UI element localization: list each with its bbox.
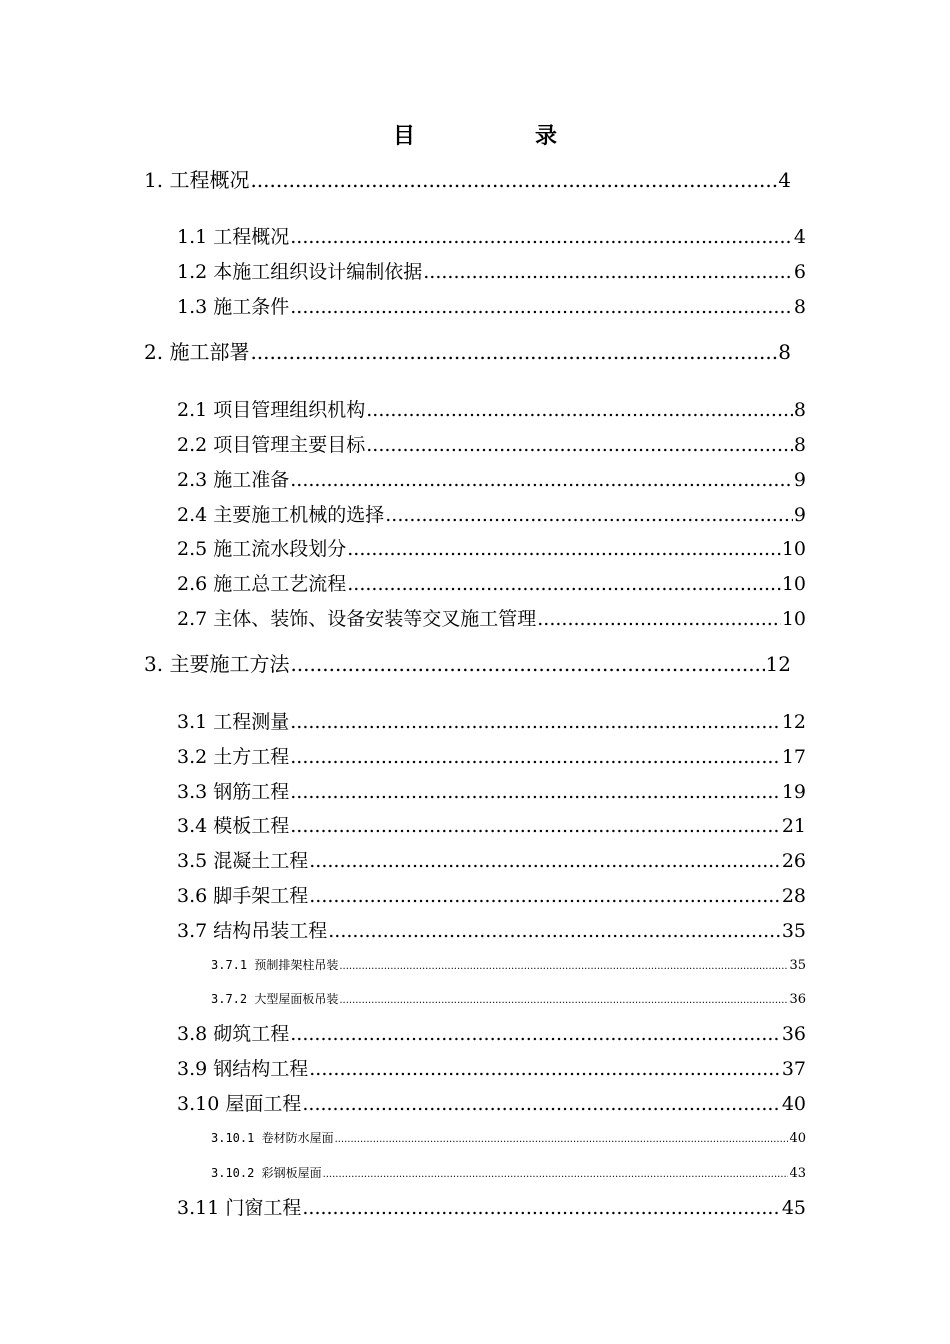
toc-entry-label: 3.9 钢结构工程 (177, 1058, 309, 1080)
toc-entry-page-number: 36 (789, 992, 806, 1007)
toc-entry[interactable] (177, 849, 806, 873)
toc-entry-page-number: 12 (765, 652, 791, 676)
toc-dot-leader (328, 919, 781, 943)
toc-title-left: 目 (392, 123, 415, 149)
toc-entry-label: 3.5 混凝土工程 (177, 850, 309, 872)
toc-entry-page-number: 6 (793, 261, 806, 283)
toc-entry-page-number: 12 (781, 711, 806, 733)
toc-entry-label: 3.11 门窗工程 (177, 1197, 302, 1219)
toc-entry[interactable] (144, 167, 791, 193)
toc-entry[interactable] (211, 1164, 806, 1184)
toc-entry[interactable] (177, 710, 806, 734)
toc-entry-label: 3.2 土方工程 (177, 746, 290, 768)
toc-entry[interactable] (177, 745, 806, 769)
toc-entry[interactable] (177, 260, 806, 284)
toc-dot-leader (290, 710, 781, 734)
toc-entry-page-number: 35 (789, 958, 806, 973)
toc-dot-leader (290, 468, 793, 492)
toc-dot-leader (323, 1166, 789, 1184)
toc-dot-leader (309, 1057, 781, 1081)
toc-dot-leader (537, 607, 781, 631)
toc-entry-page-number: 4 (793, 226, 806, 248)
toc-entry[interactable] (144, 651, 791, 677)
toc-entry[interactable] (177, 1196, 806, 1220)
toc-entry-label: 3.6 脚手架工程 (177, 885, 309, 907)
toc-entry[interactable] (211, 956, 806, 976)
toc-dot-leader (335, 1131, 789, 1149)
toc-entry-label: 2.4 主要施工机械的选择 (177, 504, 385, 526)
toc-entry-label: 1.3 施工条件 (177, 296, 290, 318)
toc-entry[interactable] (177, 814, 806, 838)
toc-entry-page-number: 40 (781, 1093, 806, 1115)
toc-entry-label: 3.1 工程测量 (177, 711, 290, 733)
toc-entry-label: 3.7.2 大型屋面板吊装 (211, 992, 339, 1006)
toc-entry-page-number: 8 (778, 340, 791, 364)
toc-entry[interactable] (177, 572, 806, 596)
toc-entry[interactable] (177, 919, 806, 943)
toc-entry-page-number: 19 (781, 781, 806, 803)
toc-entry-label: 3.10.1 卷材防水屋面 (211, 1131, 334, 1145)
toc-dot-leader (290, 225, 793, 249)
toc-entry-page-number: 37 (781, 1058, 806, 1080)
toc-entry-label: 2.3 施工准备 (177, 469, 290, 491)
toc-entry-label: 3.4 模板工程 (177, 815, 290, 837)
toc-dot-leader (290, 745, 781, 769)
toc-entry-page-number: 10 (781, 608, 806, 630)
toc-entry-label: 2.5 施工流水段划分 (177, 538, 347, 560)
toc-entry[interactable] (177, 1092, 806, 1116)
toc-entry[interactable] (144, 339, 791, 365)
toc-title (0, 122, 950, 150)
toc-entry[interactable] (177, 780, 806, 804)
toc-entry-label: 2.2 项目管理主要目标 (177, 434, 366, 456)
toc-entry-page-number: 45 (781, 1197, 806, 1219)
toc-entry-label: 3.10.2 彩钢板屋面 (211, 1166, 322, 1180)
toc-dot-leader (366, 433, 793, 457)
toc-entry-label: 3.7.1 预制排架柱吊装 (211, 958, 339, 972)
toc-entry[interactable] (177, 398, 806, 422)
toc-entry[interactable] (177, 503, 806, 527)
toc-entry-page-number: 4 (778, 168, 791, 192)
toc-entry-page-number: 8 (793, 296, 806, 318)
toc-dot-leader (309, 884, 781, 908)
toc-dot-leader (250, 339, 777, 365)
toc-entry-label: 1.2 本施工组织设计编制依据 (177, 261, 423, 283)
toc-entry-page-number: 43 (789, 1166, 806, 1181)
toc-dot-leader (290, 651, 764, 677)
toc-entry-label: 2.6 施工总工艺流程 (177, 573, 347, 595)
toc-entry-label: 3.8 砌筑工程 (177, 1023, 290, 1045)
toc-entry[interactable] (177, 433, 806, 457)
toc-dot-leader (290, 780, 781, 804)
toc-entry[interactable] (177, 607, 806, 631)
toc-dot-leader (309, 849, 781, 873)
toc-dot-leader (385, 503, 793, 527)
toc-entry-page-number: 9 (793, 469, 806, 491)
toc-dot-leader (339, 992, 788, 1010)
toc-entry-page-number: 8 (793, 399, 806, 421)
toc-dot-leader (290, 1022, 781, 1046)
toc-entry-page-number: 10 (781, 573, 806, 595)
toc-entry[interactable] (177, 295, 806, 319)
toc-entry-page-number: 8 (793, 434, 806, 456)
toc-dot-leader (290, 814, 781, 838)
toc-entry-label: 3.3 钢筋工程 (177, 781, 290, 803)
toc-entry[interactable] (177, 225, 806, 249)
toc-entry-page-number: 35 (781, 920, 806, 942)
toc-entry-label: 3.10 屋面工程 (177, 1093, 302, 1115)
toc-entry-page-number: 40 (789, 1131, 806, 1146)
toc-entry-page-number: 36 (781, 1023, 806, 1045)
toc-entry-page-number: 21 (781, 815, 806, 837)
toc-entry-page-number: 9 (793, 504, 806, 526)
toc-entry-page-number: 26 (781, 850, 806, 872)
toc-entry-label: 1. 工程概况 (144, 168, 250, 192)
toc-entry-label: 2.7 主体、装饰、设备安装等交叉施工管理 (177, 608, 537, 630)
toc-dot-leader (339, 958, 788, 976)
toc-entry-page-number: 28 (781, 885, 806, 907)
toc-entry-page-number: 17 (781, 746, 806, 768)
toc-entry[interactable] (177, 1057, 806, 1081)
toc-entry[interactable] (177, 468, 806, 492)
toc-entry[interactable] (211, 990, 806, 1010)
toc-dot-leader (347, 537, 781, 561)
toc-entry[interactable] (177, 537, 806, 561)
toc-dot-leader (366, 398, 793, 422)
toc-title-right: 录 (535, 123, 558, 149)
toc-entry-label: 3. 主要施工方法 (144, 652, 290, 676)
toc-entry-page-number: 10 (781, 538, 806, 560)
toc-entry[interactable] (177, 1022, 806, 1046)
toc-dot-leader (250, 167, 777, 193)
toc-entry-label: 1.1 工程概况 (177, 226, 290, 248)
toc-entry-label: 2. 施工部署 (144, 340, 250, 364)
toc-entry-label: 3.7 结构吊装工程 (177, 920, 328, 942)
toc-entry-label: 2.1 项目管理组织机构 (177, 399, 366, 421)
toc-dot-leader (423, 260, 793, 284)
toc-dot-leader (302, 1196, 780, 1220)
toc-dot-leader (290, 295, 793, 319)
toc-dot-leader (302, 1092, 780, 1116)
toc-entry[interactable] (211, 1129, 806, 1149)
toc-entry[interactable] (177, 884, 806, 908)
toc-dot-leader (347, 572, 781, 596)
